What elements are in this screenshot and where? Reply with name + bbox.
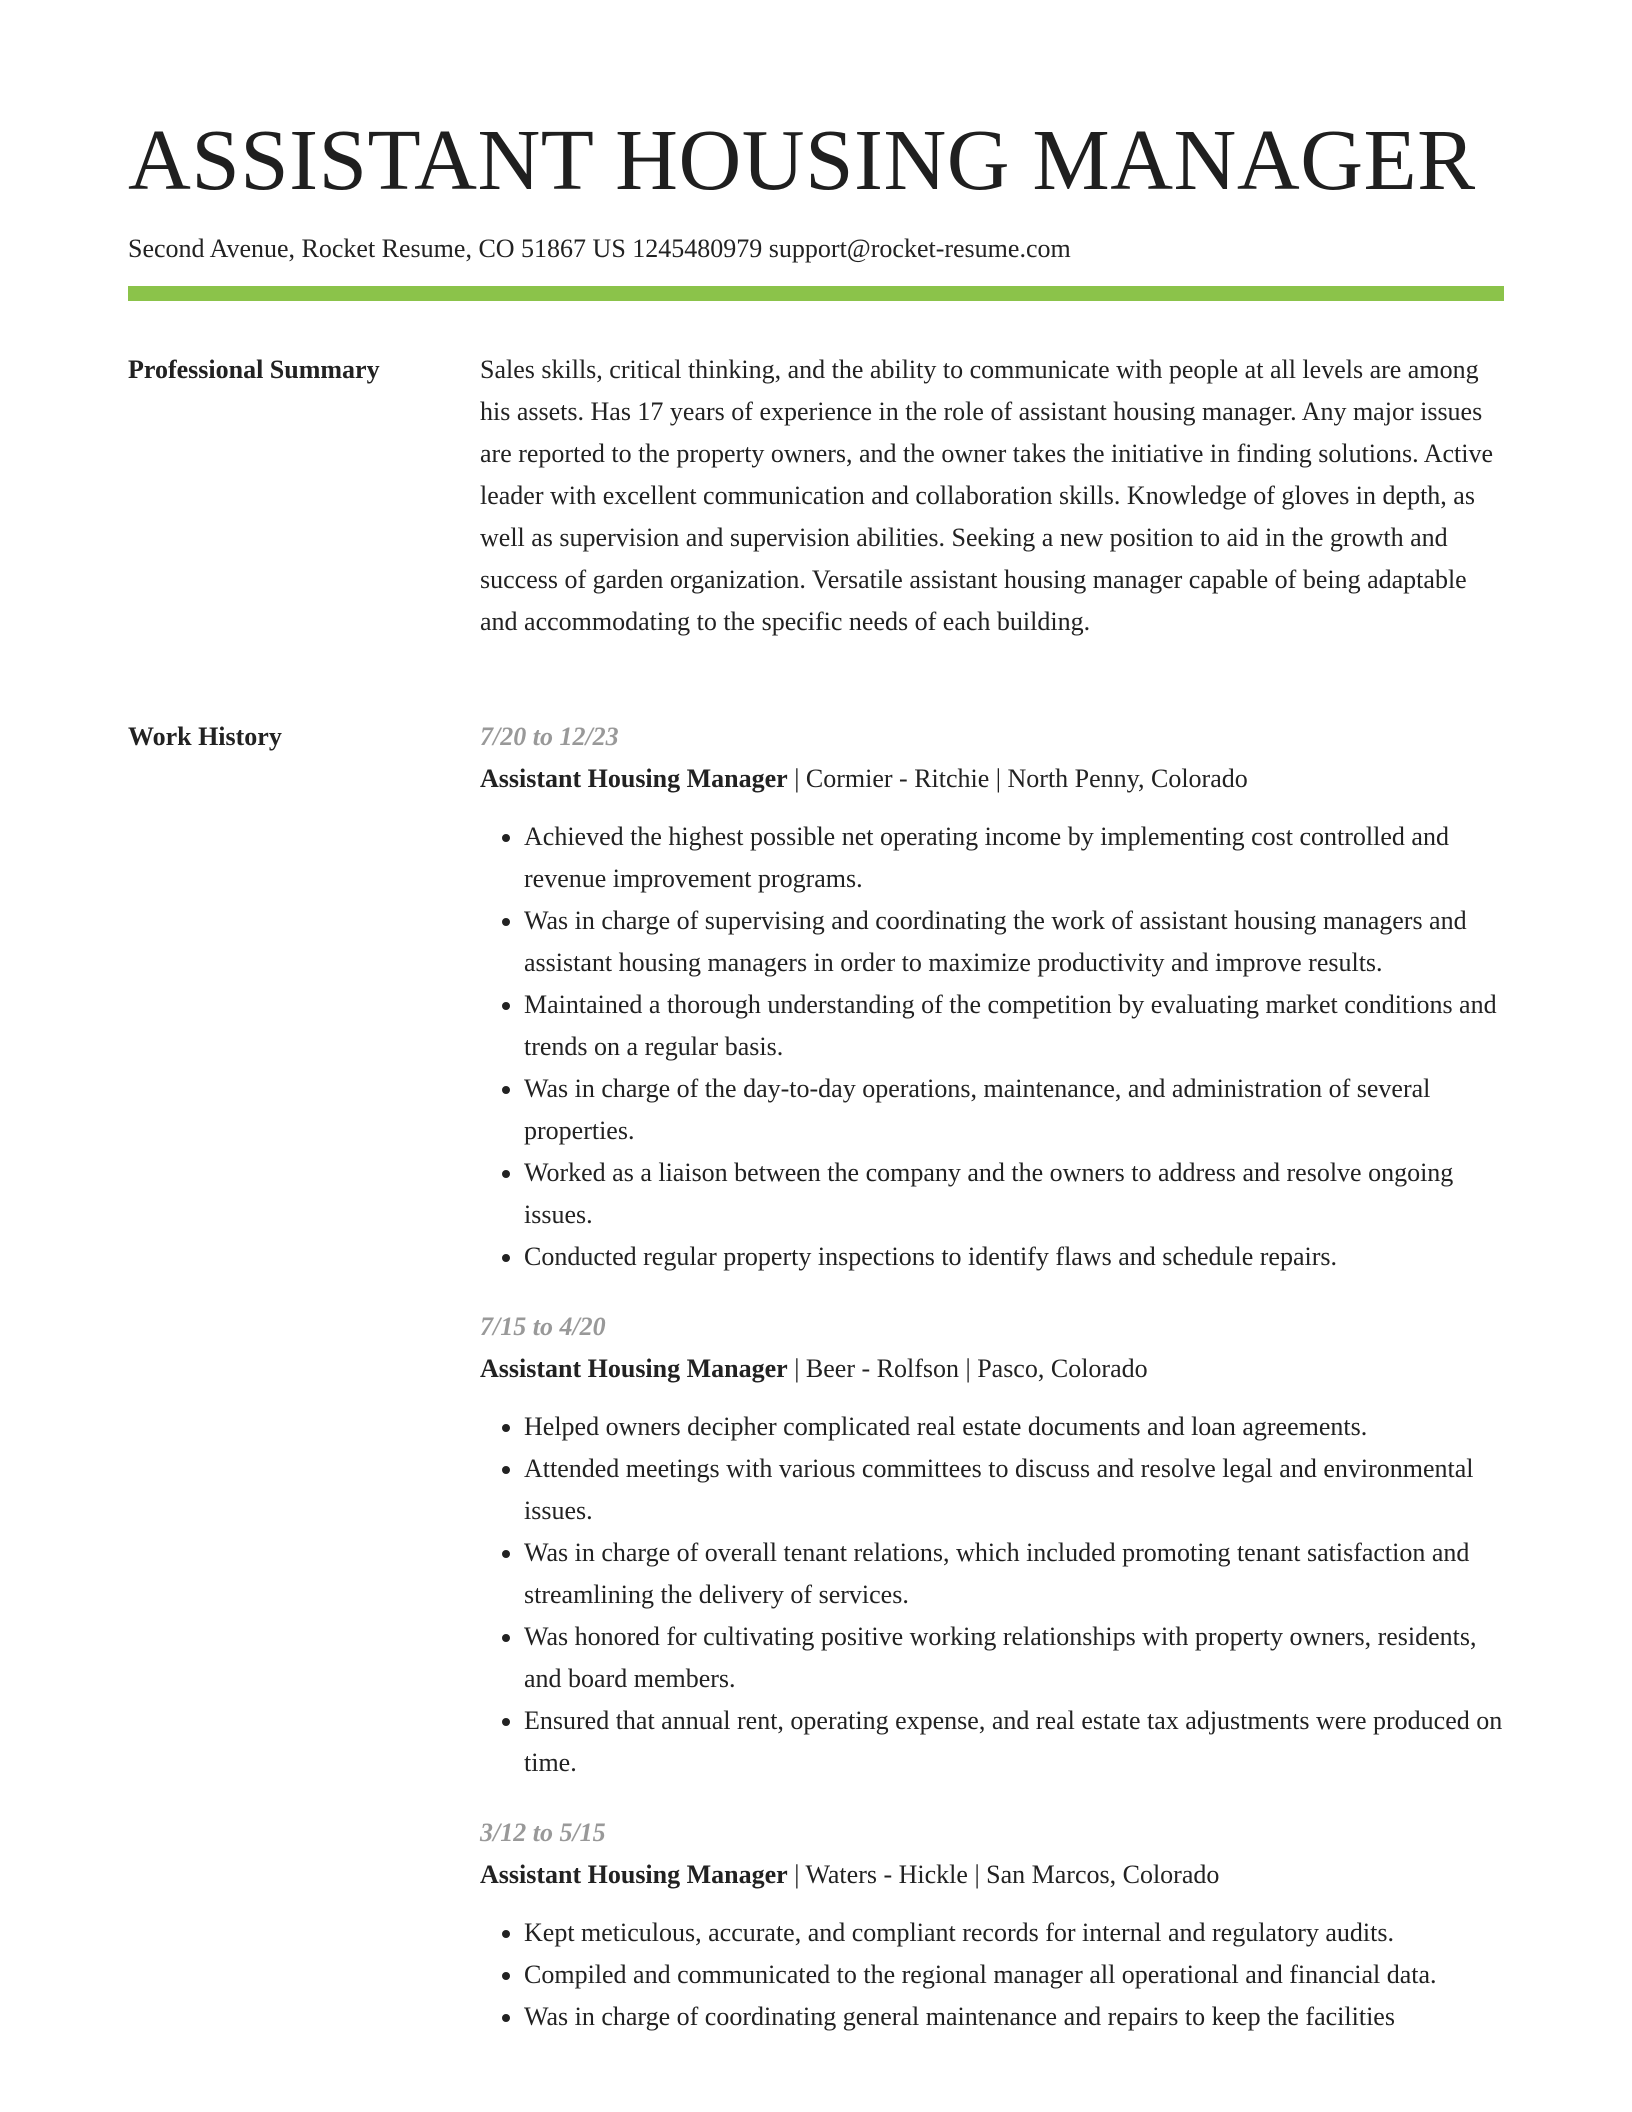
job-details: | Cormier - Ritchie | North Penny, Colorado [787,764,1248,793]
job-title: Assistant Housing Manager [480,1860,788,1889]
job-bullet: • Worked as a liaison between the company and the owners to address and resolve ongoing issues. [524,1152,1504,1236]
job-bullet: • Was in charge of supervising and coordinating the work of assistant housing managers and assistant housing managers in order to maximize productivity and improve results. [524,900,1504,984]
job-bullets [480,1406,1504,1784]
job-dates: 7/20 to 12/23 [480,722,619,751]
job-title: Assistant Housing Manager [480,764,788,793]
job-bullet: • Was honored for cultivating positive working relationships with property owners, residents, and board members. [524,1616,1504,1700]
job-dates: 7/15 to 4/20 [480,1312,606,1341]
job-entry [480,1306,1504,1784]
job-bullet: • Was in charge of the day-to-day operations, maintenance, and administration of several properties. [524,1068,1504,1152]
header-divider [128,286,1504,301]
summary-section [480,349,1504,643]
job-bullet: • Achieved the highest possible net operating income by implementing cost controlled and revenue improvement programs. [524,816,1504,900]
job-heading [480,758,1504,800]
job-dates: 3/12 to 5/15 [480,1818,606,1847]
summary-label: Professional Summary [128,355,380,384]
job-bullet: • Kept meticulous, accurate, and compliant records for internal and regulatory audits. [524,1912,1504,1954]
contact-line: Second Avenue, Rocket Resume, CO 51867 US 1245480979 support@rocket-resume.com [128,234,1071,263]
work-history-label: Work History [128,722,282,751]
job-bullet: • Maintained a thorough understanding of the competition by evaluating market conditions and trends on a regular basis. [524,984,1504,1068]
job-entry [480,1812,1504,2038]
job-bullet: • Conducted regular property inspections to identify flaws and schedule repairs. [524,1236,1504,1278]
job-entry [480,716,1504,1278]
job-details: | Waters - Hickle | San Marcos, Colorado [787,1860,1220,1889]
job-bullet: • Helped owners decipher complicated real estate documents and loan agreements. [524,1406,1504,1448]
job-details: | Beer - Rolfson | Pasco, Colorado [787,1354,1148,1383]
job-bullet: • Compiled and communicated to the regional manager all operational and financial data. [524,1954,1504,1996]
job-bullet: • Attended meetings with various committees to discuss and resolve legal and environmental issues. [524,1448,1504,1532]
job-bullet: • Was in charge of overall tenant relations, which included promoting tenant satisfaction and streamlining the delivery of services. [524,1532,1504,1616]
job-bullet: • Ensured that annual rent, operating expense, and real estate tax adjustments were produced on time. [524,1700,1504,1784]
job-title: Assistant Housing Manager [480,1354,788,1383]
summary-text: Sales skills, critical thinking, and the ability to communicate with people at all levels are among his assets. Has 17 years of experience in the role of assistant housing manager. Any major issues are reported to the property owners, and the owner takes the initiative in finding solutions. Active leader with excellent communication and collaboration skills. Knowledge of gloves in depth, as well as supervision and supervision abilities. Seeking a new position to aid in the growth and success of garden organization. Versatile assistant housing manager capable of being adaptable and accommodating to the specific needs of each building. [480,355,1494,636]
work-history-section [480,716,1504,2066]
job-heading [480,1348,1504,1390]
job-heading [480,1854,1504,1896]
job-bullet: • Was in charge of coordinating general maintenance and repairs to keep the facilities [524,1996,1504,2038]
job-bullets [480,816,1504,1278]
job-bullets [480,1912,1504,2038]
resume-title: ASSISTANT HOUSING MANAGER [128,111,1476,208]
